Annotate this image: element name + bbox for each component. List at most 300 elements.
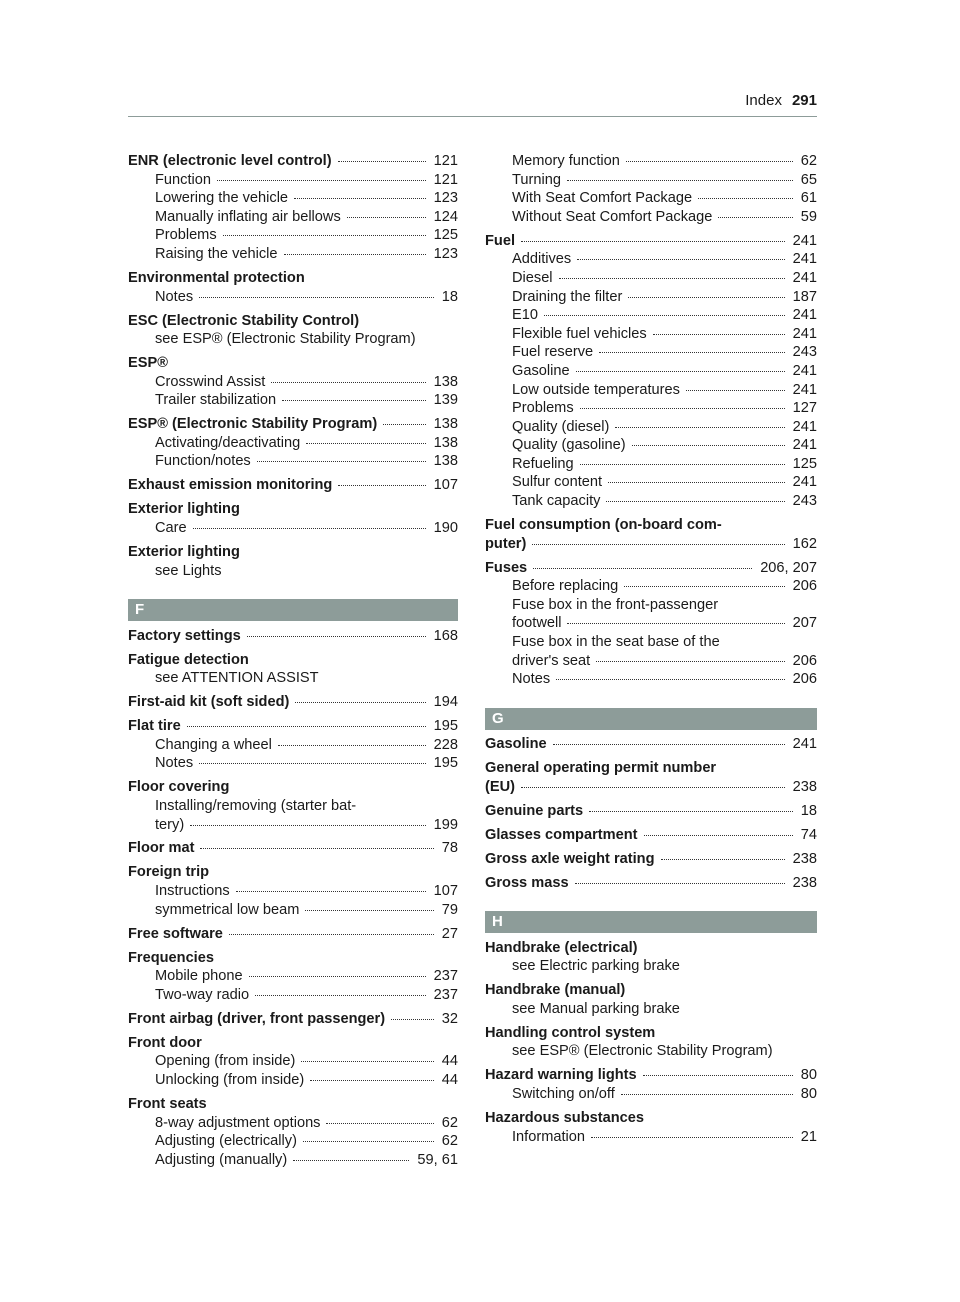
entry-label: Switching on/off <box>512 1086 615 1103</box>
page-reference[interactable]: 138 <box>433 434 458 451</box>
entry-label: Trailer stabilization <box>155 392 277 409</box>
dot-leader <box>567 180 793 181</box>
index-subentry <box>485 633 817 652</box>
page-reference[interactable]: 32 <box>441 1010 458 1027</box>
dot-leader <box>236 891 426 892</box>
page-reference[interactable]: 27 <box>441 925 458 942</box>
dot-leader <box>347 217 426 218</box>
dot-leader <box>575 883 785 884</box>
entry-label: Fatigue detection <box>128 651 249 668</box>
entry-label: Floor covering <box>128 779 230 796</box>
page-reference[interactable]: 65 <box>800 171 817 188</box>
dot-leader <box>326 1123 433 1124</box>
dot-leader <box>580 464 785 465</box>
index-entry <box>485 939 817 958</box>
index-subentry[interactable] <box>485 418 817 437</box>
index-entry[interactable] <box>485 874 817 893</box>
entry-label: see Manual parking brake <box>512 1000 680 1017</box>
entry-label: Adjusting (manually) <box>155 1151 288 1168</box>
dot-leader <box>653 334 785 335</box>
entry-label: ESC (Electronic Stability Control) <box>128 312 360 329</box>
entry-label: General operating permit number <box>485 760 717 777</box>
entry-label: Handbrake (electrical) <box>485 939 638 956</box>
page-reference[interactable]: 107 <box>433 883 458 900</box>
entry-label: Without Seat Comfort Package <box>512 208 713 225</box>
index-subentry <box>128 562 458 581</box>
entry-label: Quality (gasoline) <box>512 437 626 454</box>
page-reference[interactable]: 228 <box>433 736 458 753</box>
page-reference[interactable]: 237 <box>433 968 458 985</box>
page-reference[interactable]: 241 <box>792 307 817 324</box>
page-reference[interactable]: 194 <box>433 694 458 711</box>
page-reference[interactable]: 241 <box>792 437 817 454</box>
page-reference[interactable]: 162 <box>792 535 817 552</box>
index-subentry[interactable] <box>485 306 817 325</box>
entry-label: see ATTENTION ASSIST <box>155 670 319 687</box>
entry-label: Problems <box>512 400 574 417</box>
page-reference[interactable]: 190 <box>433 520 458 537</box>
index-subentry[interactable] <box>128 1052 458 1071</box>
index-entry <box>128 269 458 288</box>
index-subentry[interactable] <box>128 171 458 190</box>
dot-leader <box>567 623 784 624</box>
entry-label: Notes <box>155 288 194 305</box>
entry-label: Glasses compartment <box>485 826 638 843</box>
index-subentry[interactable] <box>128 226 458 245</box>
page-reference[interactable]: 18 <box>441 288 458 305</box>
page-header <box>128 92 817 117</box>
dot-leader <box>532 544 784 545</box>
entry-label: Gasoline <box>512 362 570 379</box>
index-subentry[interactable] <box>128 1151 458 1170</box>
dot-leader <box>559 278 785 279</box>
entry-label: Floor mat <box>128 840 195 857</box>
page-reference[interactable]: 238 <box>792 850 817 867</box>
entry-label: Installing/removing (starter bat- <box>155 797 357 814</box>
entry-label: Opening (from inside) <box>155 1053 296 1070</box>
index-entry[interactable] <box>485 778 817 797</box>
section-header: G <box>485 708 817 730</box>
index-subentry[interactable] <box>128 373 458 392</box>
dot-leader <box>544 315 785 316</box>
dot-leader <box>577 259 784 260</box>
dot-leader <box>338 485 425 486</box>
page-reference[interactable]: 241 <box>792 251 817 268</box>
entry-label: Mobile phone <box>155 968 243 985</box>
index-entry[interactable] <box>485 826 817 845</box>
index-entry[interactable] <box>128 1010 458 1029</box>
index-subentry[interactable] <box>485 652 817 671</box>
dot-leader <box>190 825 425 826</box>
dot-leader <box>615 427 784 428</box>
entry-label: Front seats <box>128 1095 207 1112</box>
dot-leader <box>628 297 784 298</box>
dot-leader <box>553 744 785 745</box>
index-subentry[interactable] <box>485 381 817 400</box>
entry-label: First-aid kit (soft sided) <box>128 694 290 711</box>
page-reference[interactable]: 44 <box>441 1071 458 1088</box>
index-entry[interactable] <box>128 839 458 858</box>
page-reference[interactable]: 62 <box>441 1133 458 1150</box>
dot-leader <box>294 198 426 199</box>
index-subentry <box>128 669 458 688</box>
index-subentry[interactable] <box>128 452 458 471</box>
entry-label: see Electric parking brake <box>512 958 680 975</box>
page-number: 291 <box>791 92 817 109</box>
page-reference[interactable]: 107 <box>433 477 458 494</box>
index-subentry[interactable] <box>485 399 817 418</box>
entry-label: With Seat Comfort Package <box>512 190 693 207</box>
index-subentry[interactable] <box>485 492 817 511</box>
index-subentry[interactable] <box>485 577 817 596</box>
page-reference[interactable]: 241 <box>792 269 817 286</box>
index-entry <box>485 1024 817 1043</box>
page-reference[interactable]: 241 <box>792 736 817 753</box>
index-entry[interactable] <box>485 232 817 251</box>
page-reference[interactable]: 78 <box>441 840 458 857</box>
page-reference[interactable]: 123 <box>433 245 458 262</box>
index-subentry[interactable] <box>485 250 817 269</box>
index-entry[interactable] <box>485 802 817 821</box>
dot-leader <box>576 371 785 372</box>
dot-leader <box>293 1160 409 1161</box>
entry-label: Problems <box>155 227 217 244</box>
dot-leader <box>391 1019 434 1020</box>
entry-label: Two-way radio <box>155 986 250 1003</box>
dot-leader <box>223 235 426 236</box>
index-subentry[interactable] <box>485 670 817 689</box>
page-reference[interactable]: 139 <box>433 392 458 409</box>
index-entry[interactable] <box>485 850 817 869</box>
entry-label: Front door <box>128 1034 202 1051</box>
entry-label: Fuel reserve <box>512 344 594 361</box>
index-subentry[interactable] <box>128 1132 458 1151</box>
index-column-right <box>485 152 817 1146</box>
index-entry <box>128 1034 458 1053</box>
page-reference[interactable]: 59, 61 <box>417 1151 458 1168</box>
index-subentry[interactable] <box>128 519 458 538</box>
page-reference[interactable]: 195 <box>433 718 458 735</box>
entry-label: Gross axle weight rating <box>485 850 655 867</box>
page-reference[interactable]: 195 <box>433 755 458 772</box>
entry-label: Flexible fuel vehicles <box>512 325 647 342</box>
page-reference[interactable]: 125 <box>792 455 817 472</box>
index-subentry <box>485 1000 817 1019</box>
entry-label: symmetrical low beam <box>155 901 300 918</box>
dot-leader <box>295 702 425 703</box>
index-subentry[interactable] <box>485 152 817 171</box>
section-header: H <box>485 911 817 933</box>
entry-label: Genuine parts <box>485 802 584 819</box>
entry-label: Fuses <box>485 559 528 576</box>
entry-label: see ESP® (Electronic Stability Program) <box>512 1043 773 1060</box>
dot-leader <box>229 934 434 935</box>
index-subentry <box>485 1042 817 1061</box>
index-entry[interactable] <box>485 1066 817 1085</box>
dot-leader <box>282 400 426 401</box>
dot-leader <box>257 461 426 462</box>
entry-label: ESP® <box>128 355 168 372</box>
dot-leader <box>217 180 426 181</box>
page-reference[interactable]: 138 <box>433 453 458 470</box>
index-entry[interactable] <box>485 735 817 754</box>
entry-label: Changing a wheel <box>155 736 272 753</box>
dot-leader <box>383 424 425 425</box>
entry-label: Fuse box in the seat base of the <box>512 634 720 651</box>
dot-leader <box>249 976 426 977</box>
index-subentry[interactable] <box>128 816 458 835</box>
page-reference[interactable]: 121 <box>433 171 458 188</box>
entry-label: 8-way adjustment options <box>155 1114 321 1131</box>
index-column-left <box>128 152 458 1169</box>
index-entry <box>485 1109 817 1128</box>
page-reference[interactable]: 241 <box>792 232 817 249</box>
index-subentry[interactable] <box>485 1128 817 1147</box>
entry-label: Hazard warning lights <box>485 1067 637 1084</box>
index-entry <box>128 949 458 968</box>
index-subentry[interactable] <box>485 269 817 288</box>
dot-leader <box>284 254 426 255</box>
entry-label: Exterior lighting <box>128 501 240 518</box>
dot-leader <box>305 910 433 911</box>
index-subentry[interactable] <box>485 171 817 190</box>
index-subentry[interactable] <box>128 245 458 264</box>
index-entry <box>128 778 458 797</box>
section-header: F <box>128 599 458 621</box>
entry-label: ENR (electronic level control) <box>128 153 332 169</box>
page-reference[interactable]: 168 <box>433 627 458 644</box>
page-reference[interactable]: 18 <box>800 802 817 819</box>
entry-label: Notes <box>155 755 194 772</box>
entry-label: Unlocking (from inside) <box>155 1071 305 1088</box>
entry-label: Raising the vehicle <box>155 245 278 262</box>
index-subentry[interactable] <box>485 189 817 208</box>
dot-leader <box>521 241 785 242</box>
index-subentry[interactable] <box>485 208 817 227</box>
page-reference[interactable]: 241 <box>792 362 817 379</box>
index-subentry[interactable] <box>128 754 458 773</box>
index-subentry[interactable] <box>128 901 458 920</box>
index-subentry[interactable] <box>485 614 817 633</box>
index-subentry <box>485 596 817 615</box>
page-reference[interactable]: 206, 207 <box>760 559 817 576</box>
page-reference[interactable]: 138 <box>433 373 458 390</box>
dot-leader <box>589 811 793 812</box>
index-entry[interactable] <box>128 415 458 434</box>
entry-label: Notes <box>512 671 551 688</box>
dot-leader <box>199 297 434 298</box>
index-subentry[interactable] <box>485 473 817 492</box>
entry-label: Flat tire <box>128 718 181 735</box>
index-subentry[interactable] <box>128 967 458 986</box>
entry-label: Free software <box>128 925 223 942</box>
index-entry <box>485 759 817 778</box>
entry-label: Gasoline <box>485 736 547 753</box>
entry-label: Low outside temperatures <box>512 381 680 398</box>
entry-label: see Lights <box>155 562 222 579</box>
entry-label: Exhaust emission monitoring <box>128 477 333 494</box>
entry-label: ESP® (Electronic Stability Program) <box>128 416 378 433</box>
page-reference[interactable]: 241 <box>792 381 817 398</box>
dot-leader <box>301 1061 433 1062</box>
dot-leader <box>624 586 784 587</box>
index-subentry[interactable] <box>128 1071 458 1090</box>
index-subentry[interactable] <box>128 1114 458 1133</box>
index-subentry[interactable] <box>128 986 458 1005</box>
dot-leader <box>200 848 433 849</box>
dot-leader <box>193 528 426 529</box>
index-entry <box>128 312 458 331</box>
index-subentry[interactable] <box>128 434 458 453</box>
entry-label: Activating/deactivating <box>155 434 301 451</box>
page-reference[interactable]: 74 <box>800 826 817 843</box>
entry-label: Front airbag (driver, front passenger) <box>128 1010 386 1027</box>
page-reference[interactable]: 59 <box>800 208 817 225</box>
index-subentry[interactable] <box>128 882 458 901</box>
index-entry[interactable] <box>128 627 458 646</box>
entry-label: Before replacing <box>512 578 619 595</box>
index-subentry <box>128 797 458 816</box>
dot-leader <box>533 568 752 569</box>
index-subentry[interactable] <box>485 436 817 455</box>
index-subentry[interactable] <box>128 208 458 227</box>
dot-leader <box>303 1141 434 1142</box>
page-reference[interactable]: 199 <box>433 816 458 833</box>
index-subentry[interactable] <box>128 189 458 208</box>
page-reference[interactable]: 187 <box>792 288 817 305</box>
index-entry[interactable] <box>128 693 458 712</box>
page-reference[interactable]: 21 <box>800 1128 817 1145</box>
entry-label: Exterior lighting <box>128 544 240 561</box>
entry-label: (EU) <box>485 778 515 795</box>
index-entry[interactable] <box>485 559 817 578</box>
entry-label: Crosswind Assist <box>155 373 266 390</box>
page-reference[interactable]: 80 <box>800 1086 817 1103</box>
dot-leader <box>580 408 785 409</box>
page-reference[interactable]: 241 <box>792 418 817 435</box>
page-reference[interactable]: 44 <box>441 1053 458 1070</box>
page-reference[interactable]: 62 <box>441 1114 458 1131</box>
entry-label: Quality (diesel) <box>512 418 610 435</box>
page-reference[interactable]: 241 <box>792 325 817 342</box>
entry-label: footwell <box>512 615 562 632</box>
page-reference[interactable]: 241 <box>792 474 817 491</box>
index-entry[interactable] <box>485 535 817 554</box>
page-reference[interactable]: 138 <box>433 416 458 433</box>
entry-label: Turning <box>512 171 561 188</box>
dot-leader <box>338 161 426 162</box>
entry-label: Instructions <box>155 883 230 900</box>
entry-label: Draining the filter <box>512 288 623 305</box>
index-subentry <box>128 330 458 349</box>
page-reference[interactable]: 206 <box>792 652 817 669</box>
entry-label: Memory function <box>512 153 620 169</box>
header-title: Index <box>745 92 782 109</box>
page-reference[interactable]: 79 <box>441 901 458 918</box>
index-entry <box>128 651 458 670</box>
page-reference[interactable]: 207 <box>792 615 817 632</box>
page-reference[interactable]: 237 <box>433 986 458 1003</box>
index-entry <box>128 500 458 519</box>
page-reference[interactable]: 125 <box>433 227 458 244</box>
index-entry[interactable] <box>128 717 458 736</box>
entry-label: Additives <box>512 251 572 268</box>
index-entry[interactable] <box>128 925 458 944</box>
entry-label: Handbrake (manual) <box>485 982 626 999</box>
page-reference[interactable]: 80 <box>800 1067 817 1084</box>
entry-label: Factory settings <box>128 627 241 644</box>
index-subentry[interactable] <box>485 455 817 474</box>
dot-leader <box>608 482 785 483</box>
page-reference[interactable]: 206 <box>792 578 817 595</box>
dot-leader <box>199 763 426 764</box>
entry-label: Sulfur content <box>512 474 603 491</box>
dot-leader <box>255 995 426 996</box>
index-subentry[interactable] <box>128 288 458 307</box>
index-subentry[interactable] <box>128 736 458 755</box>
entry-label: driver's seat <box>512 652 591 669</box>
entry-label: Fuel <box>485 232 515 249</box>
index-subentry[interactable] <box>485 362 817 381</box>
entry-label: Handling control system <box>485 1024 656 1041</box>
page-reference[interactable]: 243 <box>792 344 817 361</box>
index-entry <box>128 1095 458 1114</box>
page-reference[interactable]: 62 <box>800 153 817 169</box>
entry-label: Refueling <box>512 455 574 472</box>
dot-leader <box>556 679 785 680</box>
page-reference[interactable]: 61 <box>800 190 817 207</box>
dot-leader <box>621 1094 793 1095</box>
index-subentry[interactable] <box>485 1085 817 1104</box>
dot-leader <box>278 745 426 746</box>
index-entry[interactable] <box>128 152 458 171</box>
index-entry <box>128 863 458 882</box>
dot-leader <box>626 161 793 162</box>
index-subentry[interactable] <box>128 391 458 410</box>
page-reference[interactable]: 243 <box>792 493 817 510</box>
dot-leader <box>247 636 426 637</box>
dot-leader <box>606 501 784 502</box>
page-reference[interactable]: 238 <box>792 874 817 891</box>
page-reference[interactable]: 206 <box>792 671 817 688</box>
page-reference[interactable]: 121 <box>433 153 458 169</box>
dot-leader <box>644 835 793 836</box>
page-reference[interactable]: 123 <box>433 190 458 207</box>
entry-label: Adjusting (electrically) <box>155 1133 297 1150</box>
index-subentry[interactable] <box>485 288 817 307</box>
page-reference[interactable]: 124 <box>433 208 458 225</box>
entry-label: Frequencies <box>128 949 214 966</box>
entry-label: Function/notes <box>155 453 251 470</box>
entry-label: puter) <box>485 535 527 552</box>
index-subentry[interactable] <box>485 325 817 344</box>
entry-label: Manually inflating air bellows <box>155 208 341 225</box>
entry-label: Lowering the vehicle <box>155 190 289 207</box>
dot-leader <box>596 661 784 662</box>
entry-label: Fuel consumption (on-board com- <box>485 517 722 534</box>
dot-leader <box>271 382 425 383</box>
entry-label: Function <box>155 171 211 188</box>
index-entry[interactable] <box>128 476 458 495</box>
page-reference[interactable]: 127 <box>792 400 817 417</box>
dot-leader <box>599 352 785 353</box>
page-reference[interactable]: 238 <box>792 778 817 795</box>
index-subentry[interactable] <box>485 343 817 362</box>
entry-label: Diesel <box>512 269 553 286</box>
index-subentry <box>485 957 817 976</box>
entry-label: Care <box>155 520 187 537</box>
dot-leader <box>686 390 785 391</box>
